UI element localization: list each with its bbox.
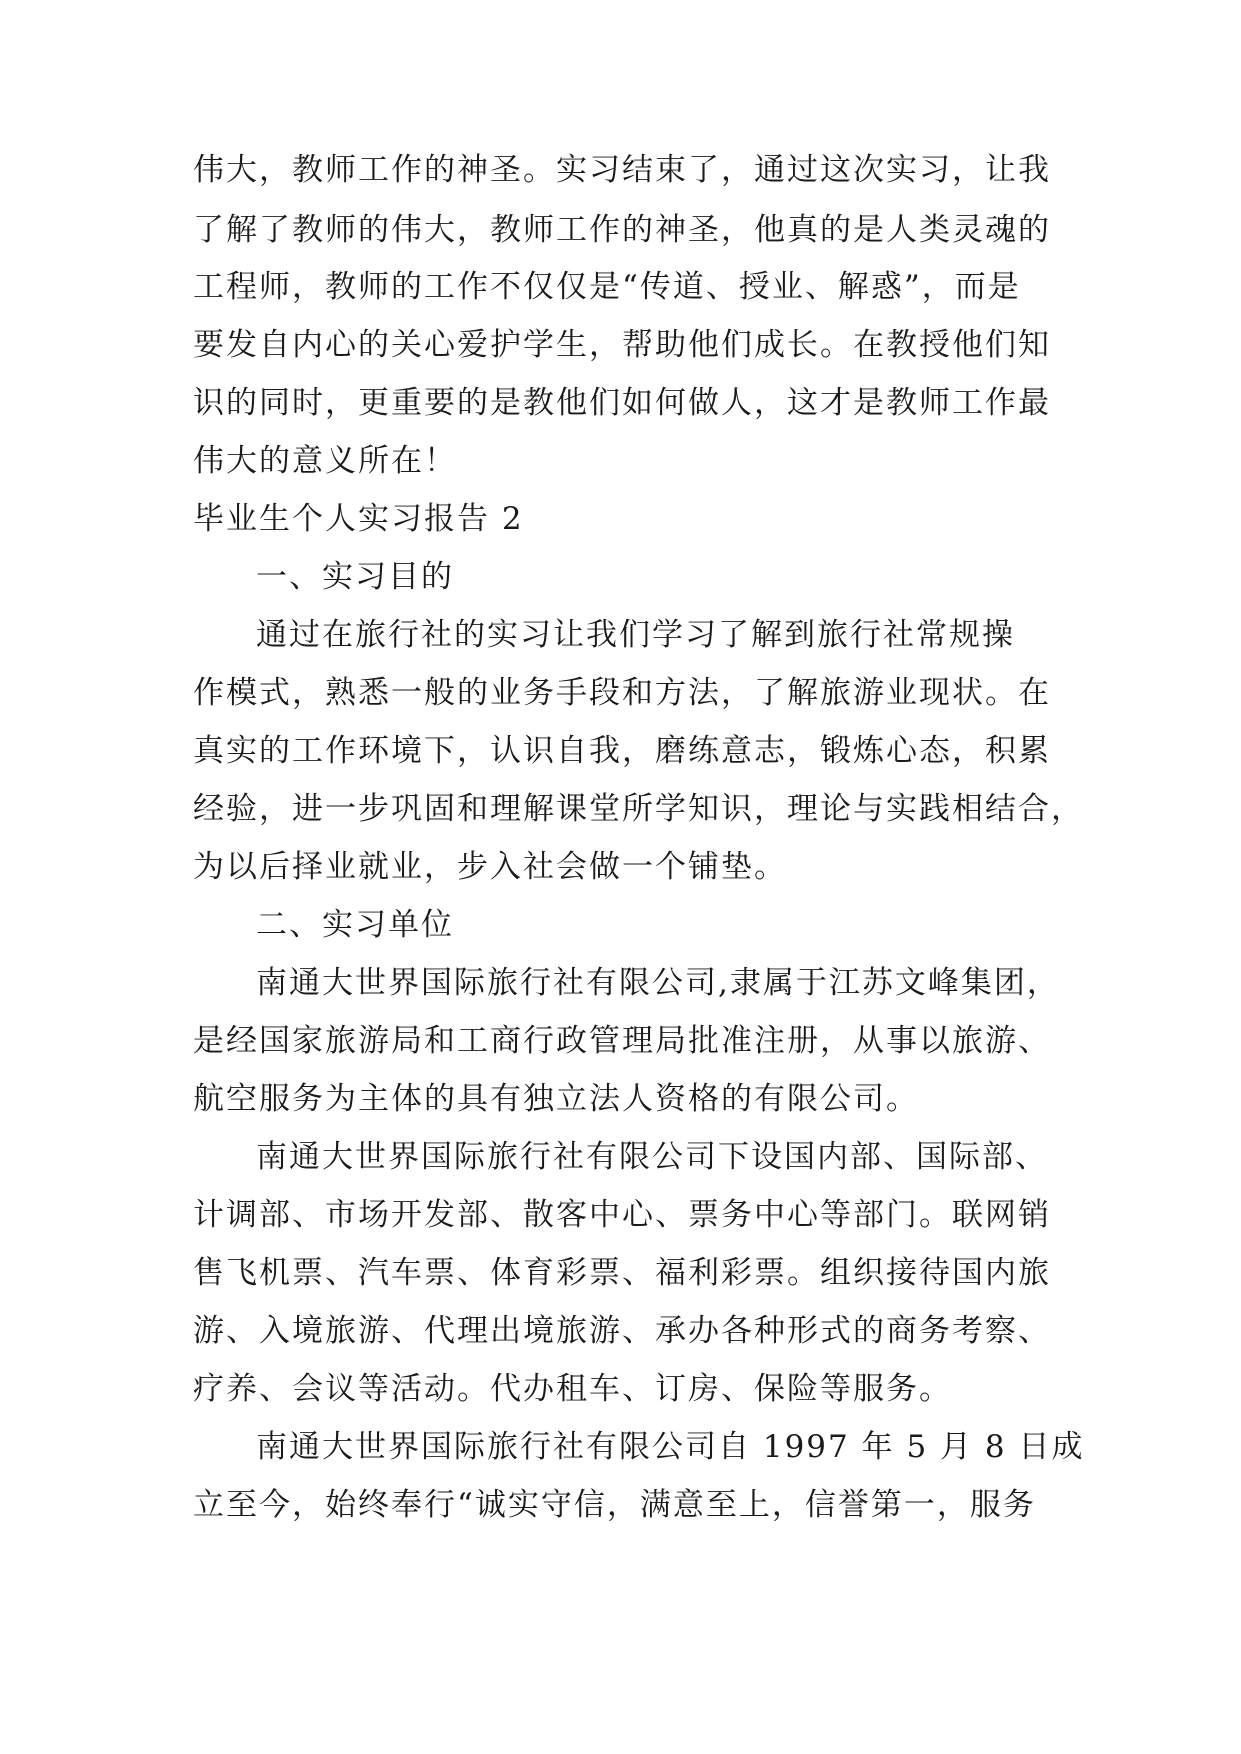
section-heading: 二、实习单位 (256, 907, 454, 943)
body-text-line: 南通大世界国际旅行社有限公司,隶属于江苏文峰集团， (256, 965, 1060, 1001)
body-text-line: 游、入境旅游、代理出境旅游、承办各种形式的商务考察、 (193, 1313, 1051, 1349)
body-text-line: 真实的工作环境下，认识自我，磨练意志，锻炼心态，积累 (193, 733, 1051, 769)
body-text-line: 为以后择业就业，步入社会做一个铺垫。 (193, 849, 787, 885)
body-text-line: 了解了教师的伟大，教师工作的神圣，他真的是人类灵魂的 (193, 212, 1051, 248)
body-text-line: 计调部、市场开发部、散客中心、票务中心等部门。联网销 (193, 1197, 1051, 1233)
body-text-line: 疗养、会议等活动。代办租车、订房、保险等服务。 (193, 1371, 952, 1407)
body-text-line: 南通大世界国际旅行社有限公司自 1997 年 5 月 8 日成 (256, 1429, 1085, 1465)
body-text-line: 伟大，教师工作的神圣。实习结束了，通过这次实习，让我 (193, 152, 1051, 188)
section-heading: 一、实习目的 (256, 559, 454, 595)
body-text-line: 南通大世界国际旅行社有限公司下设国内部、国际部、 (256, 1139, 1048, 1175)
body-text-line: 识的同时，更重要的是教他们如何做人，这才是教师工作最 (193, 385, 1051, 421)
body-text-line: 立至今，始终奉行“诚实守信，满意至上，信誉第一，服务 (193, 1487, 1036, 1523)
body-text-line: 要发自内心的关心爱护学生，帮助他们成长。在教授他们知 (193, 327, 1051, 363)
body-text-line: 伟大的意义所在！ (193, 443, 457, 479)
body-text-line: 经验，进一步巩固和理解课堂所学知识，理论与实践相结合， (193, 791, 1084, 827)
body-text-line: 航空服务为主体的具有独立法人资格的有限公司。 (193, 1081, 919, 1117)
body-text-line: 通过在旅行社的实习让我们学习了解到旅行社常规操 (256, 617, 1015, 653)
body-text-line: 工程师，教师的工作不仅仅是“传道、授业、解惑”，而是 (193, 269, 1021, 305)
body-text-line: 是经国家旅游局和工商行政管理局批准注册，从事以旅游、 (193, 1023, 1051, 1059)
body-text-line: 作模式，熟悉一般的业务手段和方法，了解旅游业现状。在 (193, 675, 1051, 711)
section-title: 毕业生个人实习报告 2 (193, 501, 524, 537)
body-text-line: 售飞机票、汽车票、体育彩票、福利彩票。组织接待国内旅 (193, 1255, 1051, 1291)
